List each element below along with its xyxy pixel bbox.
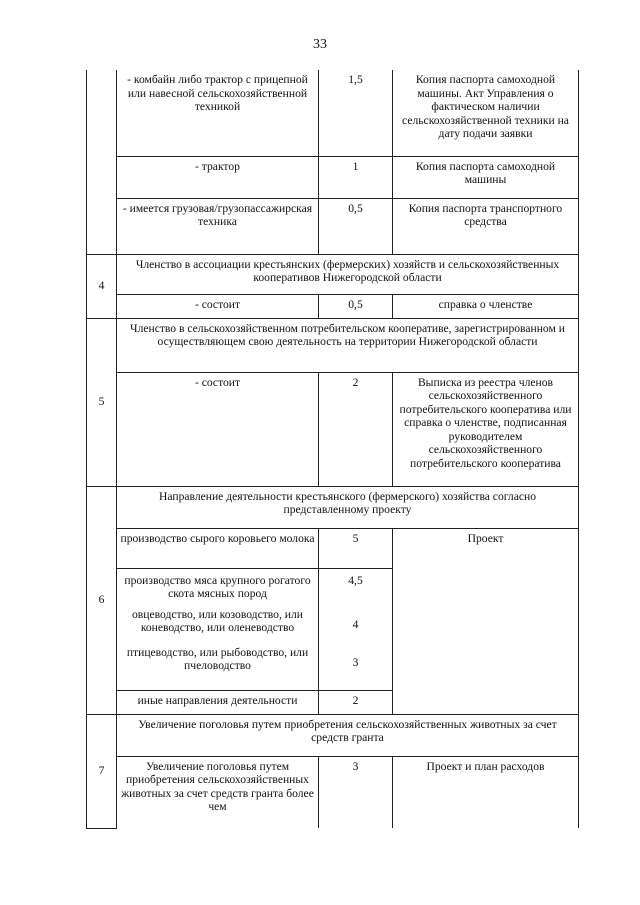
score-cell: 1 xyxy=(319,156,393,198)
document-cell: Копия паспорта самоходной машины xyxy=(393,156,579,198)
score-item: 4,5 xyxy=(348,573,363,587)
score-cell: 1,5 xyxy=(319,70,393,156)
table-row xyxy=(87,756,579,828)
section-header-row xyxy=(87,318,579,372)
criterion-cell: - трактор xyxy=(117,156,319,198)
criterion-item: производство мяса крупного рогатого скота мясных пород xyxy=(124,573,311,601)
section-header-row xyxy=(87,714,579,756)
table-row xyxy=(87,372,579,486)
document-cell: справка о членстве xyxy=(393,294,579,318)
score-cell: 0,5 xyxy=(319,198,393,254)
criterion-stack-cell xyxy=(117,568,319,690)
section-header-row xyxy=(87,254,579,294)
document-cell: Копия паспорта самоходной машины. Акт Управления о фактическом наличии сельскохозяйственной техники на дату подачи заявки xyxy=(393,70,579,156)
score-cell: 2 xyxy=(319,372,393,486)
criterion-cell: - комбайн либо трактор с прицепной или навесной сельскохозяйственной техникой xyxy=(117,70,319,156)
row-number: 4 xyxy=(87,254,117,318)
score-cell: 0,5 xyxy=(319,294,393,318)
criterion-item: птицеводство, или рыбоводство, или пчеловодство xyxy=(126,645,309,673)
score-cell: 3 xyxy=(319,756,393,828)
criterion-cell: Увеличение поголовья путем приобретения сельскохозяйственных животных за счет средств гранта более чем xyxy=(117,756,319,828)
score-cell: 2 xyxy=(319,690,393,714)
criterion-cell: - имеется грузовая/грузопассажирская техника xyxy=(117,198,319,254)
document-cell: Копия паспорта транспортного средства xyxy=(393,198,579,254)
table-row xyxy=(87,528,579,568)
section-title: Направление деятельности крестьянского (фермерского) хозяйства согласно представленному проекту xyxy=(117,486,579,528)
score-cell: 5 xyxy=(319,528,393,568)
document-cell: Проект и план расходов xyxy=(393,756,579,828)
row-number-empty xyxy=(87,70,117,254)
document-cell: Выписка из реестра членов сельскохозяйственного потребительского кооператива или справка о членстве, подписанная руководителем сельскохозяйственного потребительского кооператива xyxy=(393,372,579,486)
page-number: 33 xyxy=(313,37,327,52)
criterion-cell: иные направления деятельности xyxy=(117,690,319,714)
criterion-item: овцеводство, или козоводство, или коневодство, или оленеводство xyxy=(132,607,303,635)
document-cell: Проект xyxy=(393,528,579,714)
criterion-cell: - состоит xyxy=(117,294,319,318)
score-stack-cell xyxy=(319,568,393,690)
section-title: Увеличение поголовья путем приобретения сельскохозяйственных животных за счет средств гранта xyxy=(117,714,579,756)
criterion-cell: - состоит xyxy=(117,372,319,486)
section-title: Членство в сельскохозяйственном потребительском кооперативе, зарегистрированном и осуществляющем свою деятельность на территории Нижегородской области xyxy=(117,318,579,372)
row-number: 6 xyxy=(87,486,117,714)
table-row xyxy=(87,156,579,198)
section-header-row xyxy=(87,486,579,528)
criteria-table xyxy=(86,70,579,829)
row-number: 5 xyxy=(87,318,117,486)
score-item: 4 xyxy=(352,617,359,631)
table-row xyxy=(87,70,579,156)
table-row xyxy=(87,198,579,254)
score-item: 3 xyxy=(352,655,359,669)
section-title: Членство в ассоциации крестьянских (фермерских) хозяйств и сельскохозяйственных кооперативов Нижегородской области xyxy=(117,254,579,294)
row-number: 7 xyxy=(87,714,117,828)
criterion-cell: производство сырого коровьего молока xyxy=(117,528,319,568)
table-row xyxy=(87,294,579,318)
